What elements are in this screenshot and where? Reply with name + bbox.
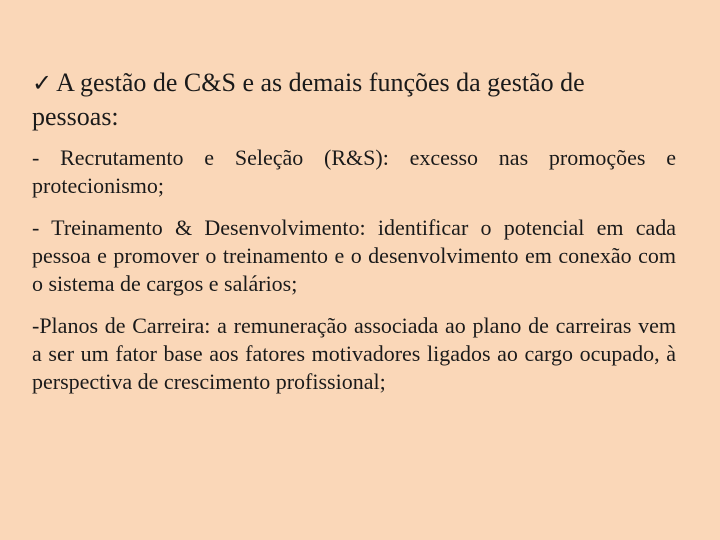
checkmark-icon: ✓ <box>32 69 53 97</box>
slide-content <box>32 66 676 410</box>
slide-heading <box>32 66 676 134</box>
list-item-recrutamento: - Recrutamento e Seleção (R&S): excesso nas promoções e protecionismo; <box>32 145 676 198</box>
list-item-treinamento: - Treinamento & Desenvolvimento: identificar o potencial em cada pessoa e promover o treinamento e o desenvolvimento em conexão com o sistema de cargos e salários; <box>32 215 676 296</box>
list-item-planos-carreira: -Planos de Carreira: a remuneração associada ao plano de carreiras vem a ser um fator base aos fatores motivadores ligados ao cargo ocupado, à perspectiva de crescimento profissional; <box>32 313 676 394</box>
heading-text: A gestão de C&S e as demais funções da gestão de pessoas: <box>32 68 585 131</box>
